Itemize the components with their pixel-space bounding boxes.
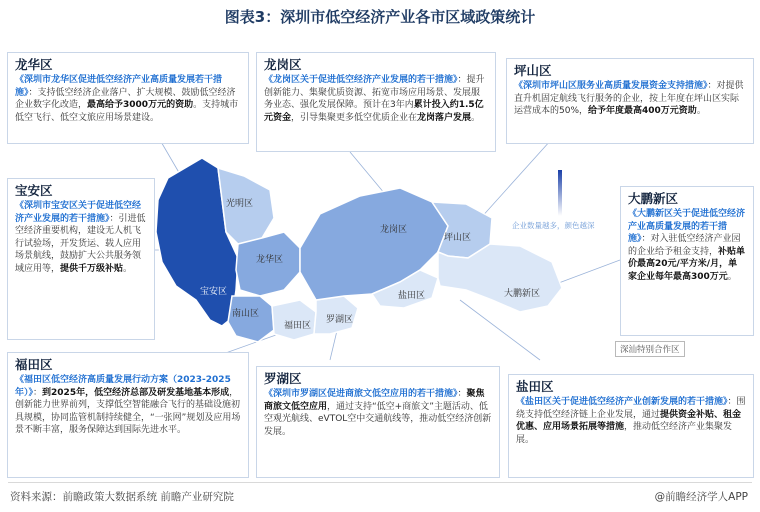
- district-futian[interactable]: [272, 300, 316, 340]
- box-pingshan-title: 坪山区: [514, 63, 552, 78]
- footer-divider: [8, 482, 752, 483]
- box-yantian-body: 《盐田区关于促进低空经济产业创新发展的若干措施》：围绕支持低空经济链上企业发展，通过提供资金补贴、租金优惠、应用场景拓展等措施，推动低空经济产业集聚发展。: [516, 397, 746, 445]
- label-luohu: 罗湖区: [326, 315, 354, 325]
- box-longhua: [7, 52, 249, 144]
- district-nanshan[interactable]: [228, 296, 274, 342]
- box-longhua-body: 《深圳市龙华区促进低空经济产业高质量发展若干措施》：支持低空经济企业落户、扩大规模、鼓励低空经济企业数字化改造，最高给予3000万元的资助。支持城市低空飞行、低空文旅应用场景建设。: [15, 75, 239, 123]
- box-yantian-title: 盐田区: [516, 379, 554, 394]
- label-longgang: 龙岗区: [380, 225, 408, 235]
- legend-text: 企业数量越多，颜色越深: [512, 221, 595, 230]
- box-baoan-title: 宝安区: [15, 183, 53, 198]
- page-title: 图表3：深圳市低空经济产业各市区域政策统计: [224, 8, 536, 26]
- box-futian-body: 《福田区低空经济高质量发展行动方案（2023-2025年）》：到2025年，低空经济总部及研发基地基本形成，创新能力世界前列，支撑低空智能融合飞行的基础设施初具规模，协同监管机制持续健全，“一张网”规划及应用场景不断丰富，服务保障达到国际先进水平。: [15, 375, 241, 435]
- box-longgang-body: 《龙岗区关于促进低空经济产业发展的若干措施》：提升创新能力、集聚优质资源、拓宽市场应用场景、发展服务业态、强化发展保障。预计在3年内累计投入约1.5亿元资金，引导集聚更多低空优质企业在龙岗落户发展。: [264, 75, 485, 123]
- box-futian-title: 福田区: [15, 357, 53, 372]
- box-luohu-title: 罗湖区: [264, 371, 302, 386]
- box-dapeng: [620, 186, 754, 336]
- box-longgang: [256, 52, 496, 152]
- box-pingshan-body: 《深圳市坪山区服务业高质量发展资金支持措施》：对提供直升机固定航线飞行服务的企业，按上年度在坪山区实际运营成本的50%，给予年度最高400万元资助。: [514, 81, 744, 116]
- box-dapeng-title: 大鹏新区: [628, 191, 679, 206]
- footer-brand: @前瞻经济学人APP: [654, 491, 748, 503]
- box-longgang-title: 龙岗区: [264, 57, 302, 72]
- label-futian: 福田区: [284, 321, 312, 331]
- legend-gradient-bar: [558, 170, 562, 216]
- box-longhua-title: 龙华区: [15, 57, 53, 72]
- label-pingshan: 坪山区: [444, 233, 472, 243]
- footer-source: 资料来源：前瞻政策大数据系统 前瞻产业研究院: [10, 491, 234, 503]
- box-baoan-body: 《深圳市宝安区关于促进低空经济产业发展的若干措施》：引进低空经济重要机构，建设无人机飞行试验场，开发货运、载人应用场景航线，鼓励扩大公共服务领域应用等，提供千万级补贴。: [15, 201, 146, 274]
- label-shenshan: 深汕特别合作区: [615, 341, 685, 357]
- box-futian: [7, 352, 249, 478]
- label-dapeng: 大鹏新区: [504, 289, 541, 299]
- label-baoan: 宝安区: [200, 287, 228, 297]
- label-nanshan: 南山区: [232, 309, 260, 319]
- box-dapeng-body: 《大鹏新区关于促进低空经济产业高质量发展的若干措施》：对入驻低空经济产业园的企业给予租金支持，补贴单价最高20元/平方米/月，单家企业每年最高300万元。: [628, 209, 746, 282]
- box-pingshan: [506, 58, 754, 144]
- label-guangming: 光明区: [226, 199, 254, 209]
- box-luohu: [256, 366, 500, 478]
- box-yantian: [508, 374, 754, 478]
- label-longhua: 龙华区: [256, 255, 284, 265]
- box-luohu-body: 《深圳市罗湖区促进商旅文低空应用的若干措施》：聚焦商旅文低空应用，通过支持“低空+商旅文”主题活动、低空观光航线、eVTOL空中交通航线等，推动低空经济创新发展。: [264, 389, 492, 437]
- box-baoan: [7, 178, 155, 340]
- label-yantian: 盐田区: [398, 291, 426, 301]
